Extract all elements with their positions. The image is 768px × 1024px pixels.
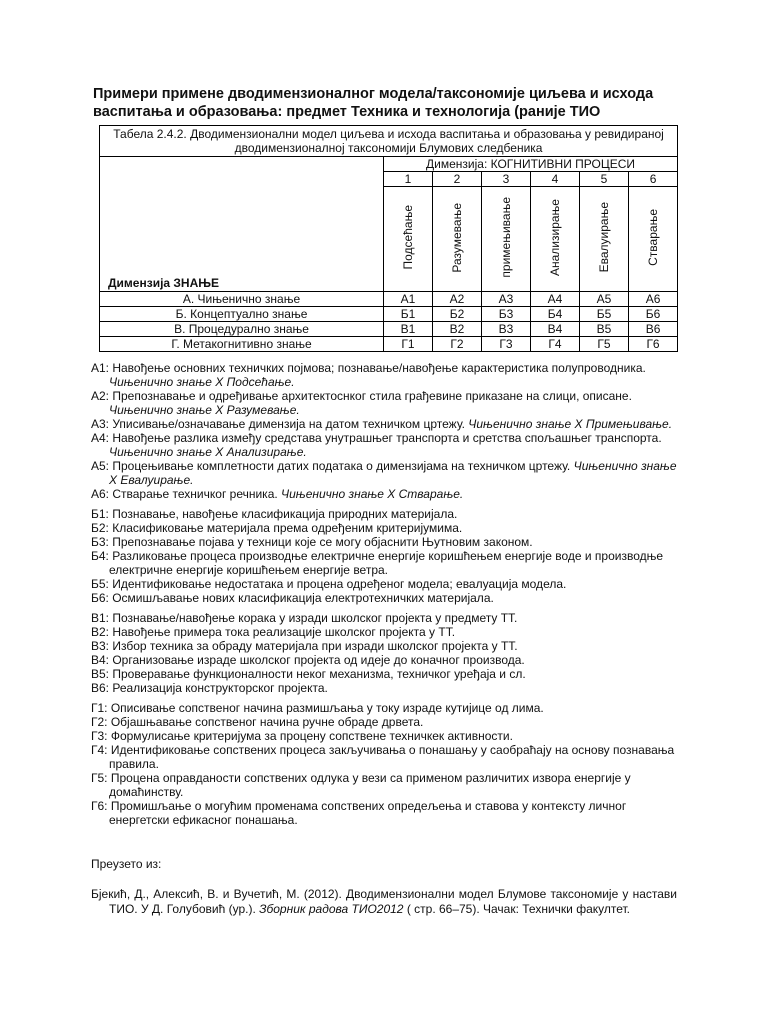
table-cell: Г4 [531,337,580,352]
legend-item-text: Б3: Препознавање појава у техници које се могу објаснити Њутновим законом. [91,535,533,549]
legend-group [91,507,681,605]
legend-item-text: В6: Реализација конструкторског пројекта. [91,681,328,695]
knowledge-dimension-header: Димензија ЗНАЊЕ [100,157,384,292]
table-cell: В3 [482,322,531,337]
legend-item [91,729,681,743]
col-number: 4 [531,172,580,187]
legend-item [91,591,681,605]
table-row [100,322,678,337]
table-row [100,307,678,322]
col-number: 2 [433,172,482,187]
legend-item [91,667,681,681]
taxonomy-table [99,125,678,352]
table-cell: В6 [629,322,678,337]
legend-item-text: В5: Проверавање функционалности неког механизма, техничког уређаја и сл. [91,667,526,681]
legend-item-text: В3: Избор техника за обраду материјала при изради школског пројекта у ТТ. [91,639,518,653]
legend-item-text: А5: Процењивање комплетности датих података о димензијама на техничком цртежу. [91,459,574,473]
legend-item [91,625,681,639]
col-label: Подсећање [401,205,415,270]
legend-item-text: А1: Навођење основних техничких појмова; познавање/навођење карактеристика полупроводника. [91,361,646,375]
legend-item [91,361,681,389]
legend-item-text: Г4: Идентификовање сопствених процеса закључивања о понашању у саобраћају на основу познавања правила. [91,743,675,771]
row-label: Г. Метакогнитивно знање [100,337,384,352]
legend-item [91,459,681,487]
legend-item-text: Г5: Процена оправданости сопствених одлука у вези са применом различитих извора енергије у домаћинству. [91,771,631,799]
legend-item [91,487,681,501]
table-cell: А5 [580,292,629,307]
table-cell: Г1 [384,337,433,352]
legend-item [91,577,681,591]
col-label-cell [433,187,482,292]
col-label: Разумевање [450,202,464,273]
legend-item [91,681,681,695]
table-cell: В5 [580,322,629,337]
legend-item-text: Б1: Познавање, навођење класификација природних материјала. [91,507,458,521]
table-cell: Б5 [580,307,629,322]
table-cell: Б4 [531,307,580,322]
legend-item-text: В1: Познавање/навођење корака у изради школског пројекта у предмету ТТ. [91,611,518,625]
row-label: Б. Концептуално знање [100,307,384,322]
col-label-cell [580,187,629,292]
legend-item-category: Чињенично знање X Анализирање. [109,445,307,459]
col-label-cell [384,187,433,292]
reference-tail: ( стр. 66–75). Чачак: Технички факултет. [403,901,631,916]
legend-item-text: В2: Навођење примера тока реализације школског пројекта у ТТ. [91,625,456,639]
reference-text: Бјекић, Д., Алексић, В. и Вучетић, М. (2012). Дводимензионални модел Блумове таксономије у настави ТИО. У Д. Голубовић (ур.). [91,887,677,916]
row-label: В. Процедурално знање [100,322,384,337]
col-label: Анализирање [548,199,562,276]
legend-item-text: Г1: Описивање сопственог начина размишљања у току израде кутијице од лима. [91,701,544,715]
legend-item-text: Г3: Формулисање критеријума за процену сопствене техничкек активности. [91,729,513,743]
col-label-cell [482,187,531,292]
source-label: Преузето из: [91,857,162,871]
col-label: Евалуирање [597,202,611,273]
table-cell: Г2 [433,337,482,352]
legend-item [91,431,681,459]
table-cell: А1 [384,292,433,307]
table-cell: Г5 [580,337,629,352]
table-cell: А4 [531,292,580,307]
reference-title: Зборник радова ТИО2012 [259,901,404,916]
legend-item [91,653,681,667]
legend-group [91,361,681,501]
legend-item [91,417,681,431]
legend-item-text: Б5: Идентификовање недостатака и процена одређеног модела; евалуација модела. [91,577,567,591]
legend-item [91,771,681,799]
legend-item [91,701,681,715]
legend-item [91,715,681,729]
table-cell: Б3 [482,307,531,322]
legend-item-text: А6: Стварање техничког речника. [91,487,282,501]
table-row [100,337,678,352]
col-number: 3 [482,172,531,187]
legend-item-text: Б4: Разликовање процеса производње електричне енергије коришћењем енергије воде и производње електричне енергије коришћењем енергије ветра. [91,549,664,577]
table-cell: Б1 [384,307,433,322]
legend-item [91,549,681,577]
legend-item-text: Б2: Класификовање материјала према одређеним критеријумима. [91,521,463,535]
table-cell: В4 [531,322,580,337]
legend-item-category: Чињенично знање X Примењивање. [468,417,673,431]
legend-item [91,507,681,521]
legend-item-text: Б6: Осмишљавање нових класификација електротехничких материјала. [91,591,494,605]
reference [91,887,677,916]
table-cell: В2 [433,322,482,337]
col-label-cell [531,187,580,292]
cognitive-dimension-header: Димензија: КОГНИТИВНИ ПРОЦЕСИ [384,157,678,172]
legend-item-category: Чињенично знање X Стварање. [281,487,464,501]
table-cell: А3 [482,292,531,307]
table-cell: Г3 [482,337,531,352]
table-row [100,292,678,307]
col-number: 1 [384,172,433,187]
legend-list [91,361,681,833]
legend-item-text: А2: Препознавање и одређивање архитектоснког стила грађевине приказане на слици, описане. [91,389,632,403]
legend-item-text: Г6: Промишљање о могућим променама сопствених опредељења и ставова у контексту личног енергетски ефикасног понашања. [91,799,627,827]
legend-item [91,799,681,827]
table-cell: А2 [433,292,482,307]
row-label: А. Чињенично знање [100,292,384,307]
col-label: Стварање [646,209,661,266]
legend-item [91,535,681,549]
legend-group [91,701,681,827]
table-cell: В1 [384,322,433,337]
legend-item-category: Чињенично знање X Подсећање. [109,375,295,389]
legend-item [91,743,681,771]
col-number: 5 [580,172,629,187]
legend-item-text: А3: Уписивање/означавање димензија на датом техничком цртежу. [91,417,469,431]
table-cell: Г6 [629,337,678,352]
legend-item [91,611,681,625]
table-caption: Табела 2.4.2. Дводимензионални модел циљева и исхода васпитања и образовања у ревидираној дводимензионалној таксономији Блумових следбеника [100,126,678,157]
col-number: 6 [629,172,678,187]
legend-item-category: Чињенично знање X Евалуирање. [109,459,677,487]
legend-item [91,639,681,653]
table-cell: А6 [629,292,678,307]
col-label: примењивање [499,197,513,278]
col-label-cell [629,187,678,292]
legend-item-text: В4: Организовање израде школског пројекта од идеје до коначног производа. [91,653,525,667]
page-title: Примери примене дводимензионалног модела/таксономије циљева и исхода васпитања и образовања: предмет Техника и технологија (раније ТИО [93,86,654,120]
legend-item-category: Чињенично знање X Разумевање. [109,403,300,417]
legend-item-text: А4: Навођење разлика између средстава унутрашњег транспорта и сретства спољашњег транспорта. [91,431,662,445]
table-cell: Б6 [629,307,678,322]
table-cell: Б2 [433,307,482,322]
legend-item-text: Г2: Објашњавање сопственог начина ручне обраде дрвета. [91,715,424,729]
legend-item [91,389,681,417]
legend-group [91,611,681,695]
legend-item [91,521,681,535]
